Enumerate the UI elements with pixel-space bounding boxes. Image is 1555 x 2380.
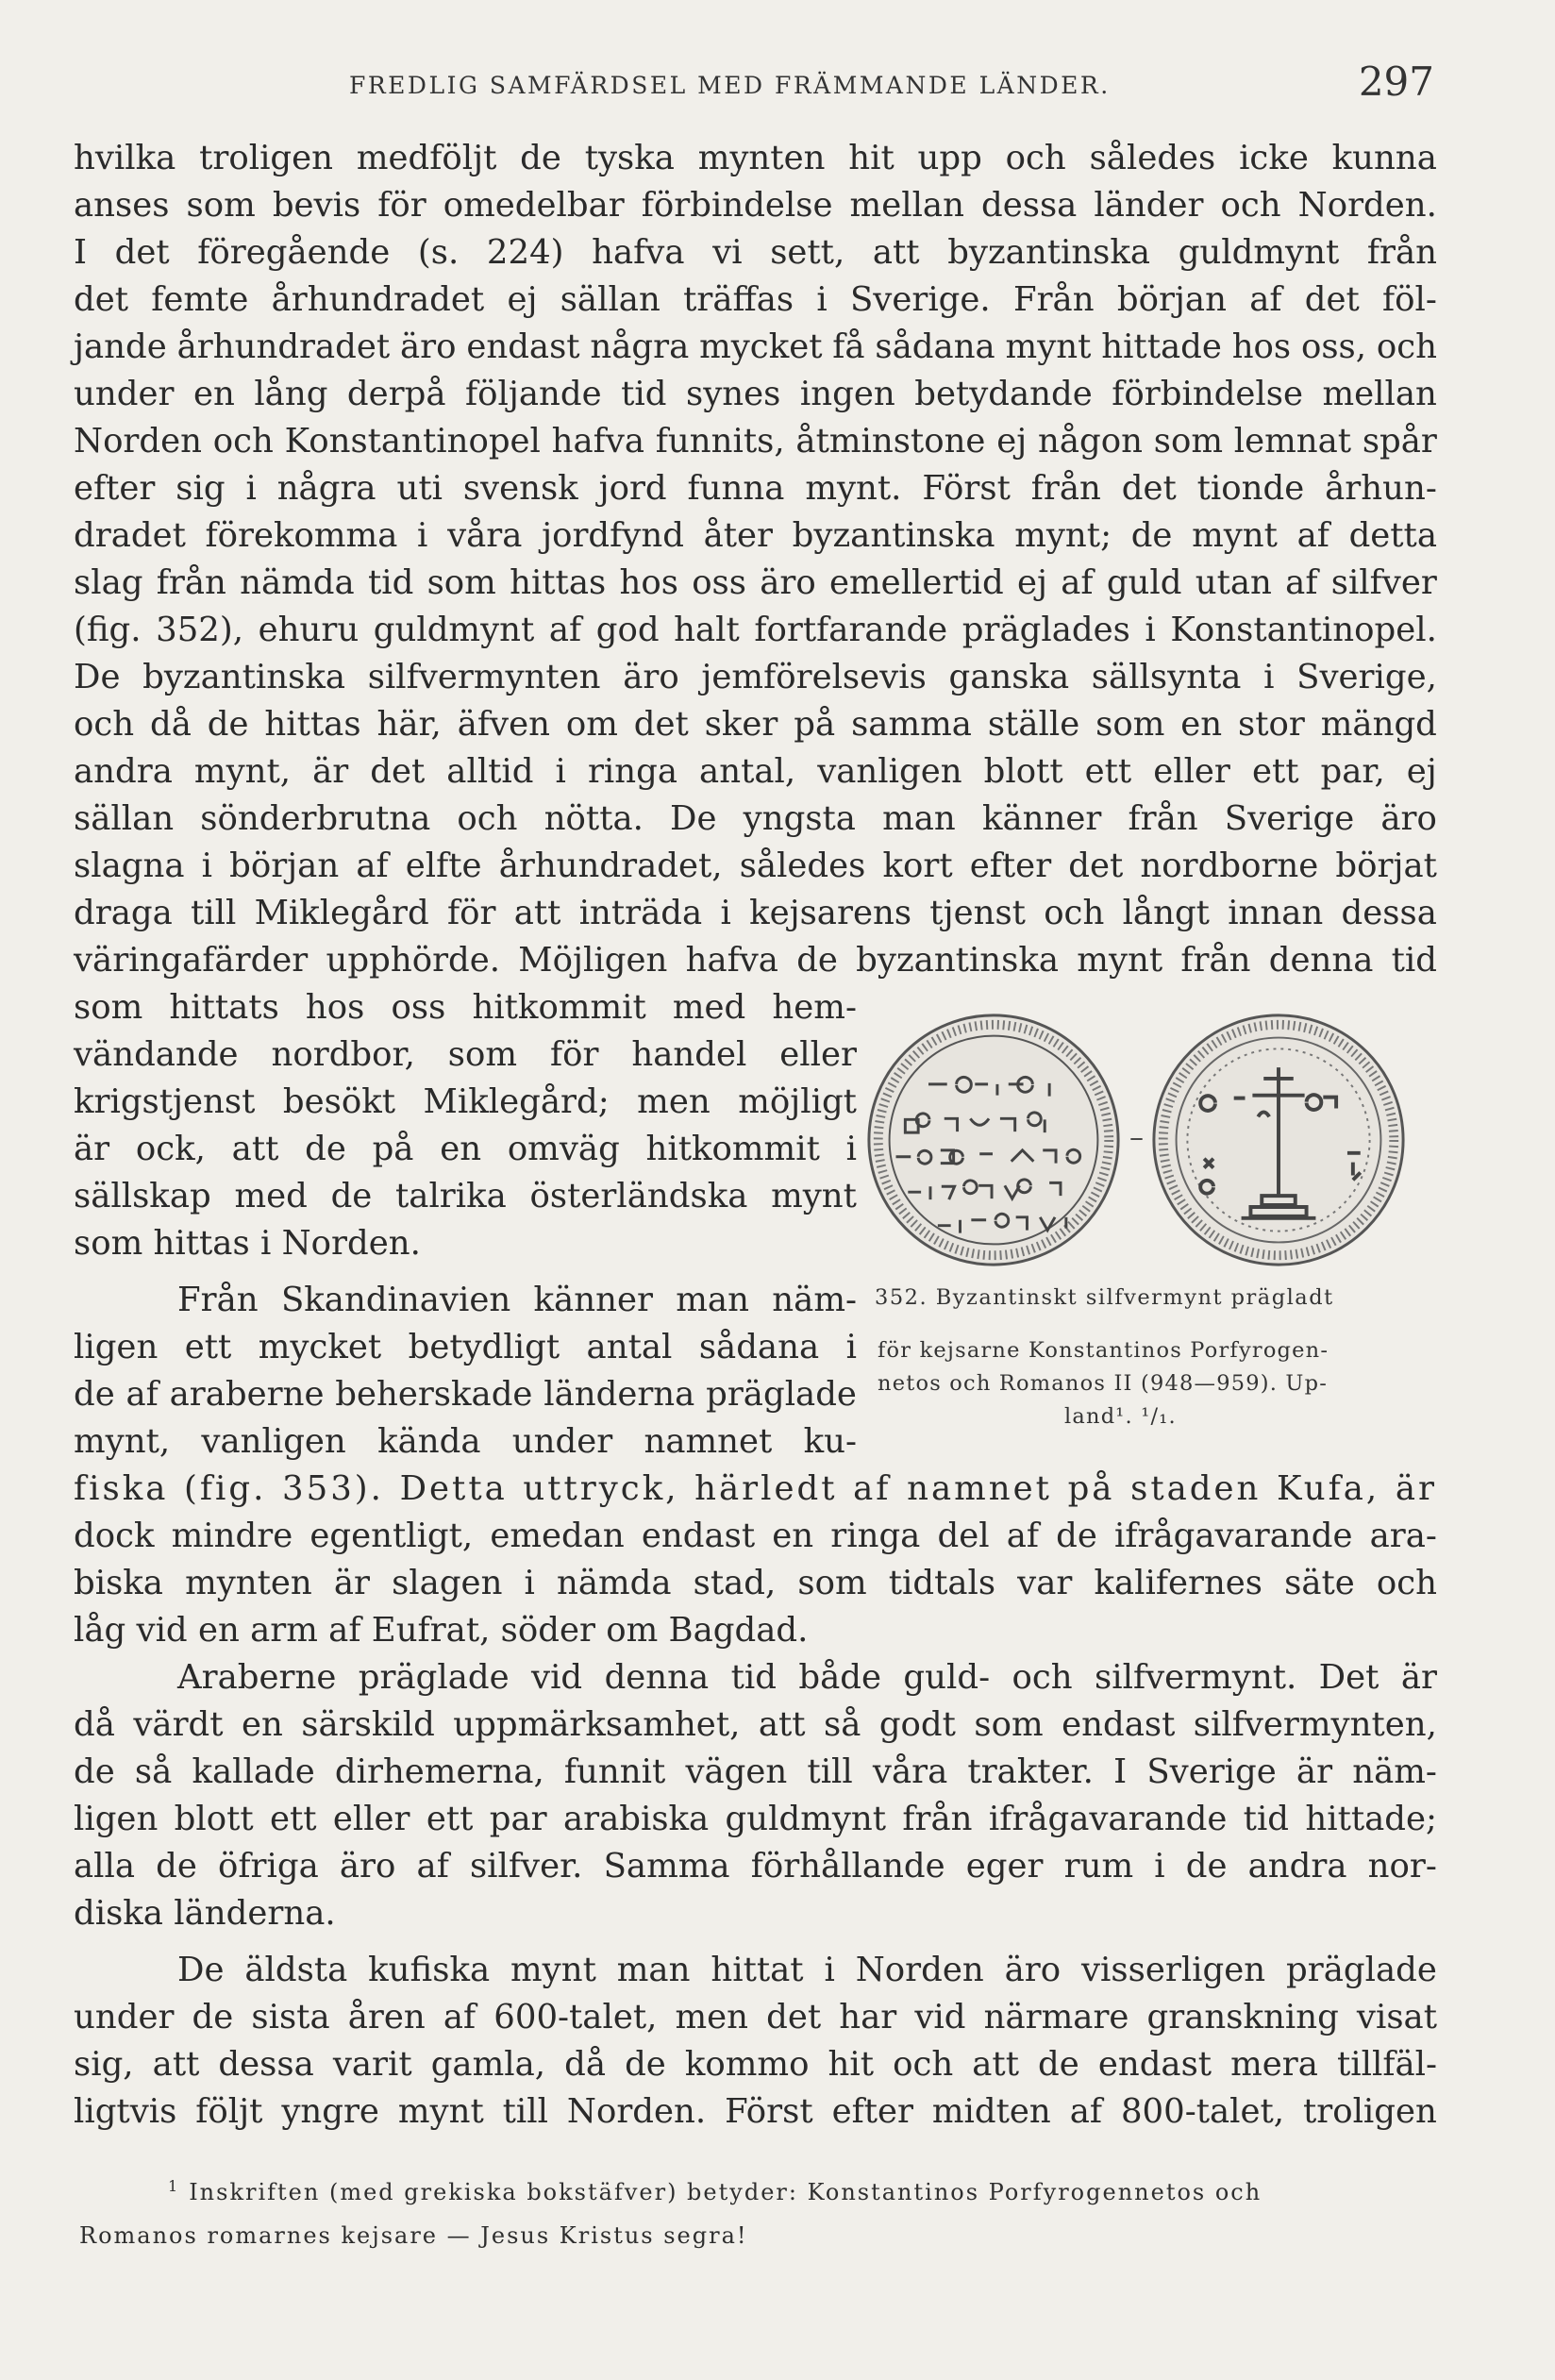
text-line: draga till Miklegård för att inträda i kejsarens tjenst och långt innan dessa <box>74 894 1437 932</box>
text-line: är ock, att de på en omväg hitkommit i <box>74 1130 857 1168</box>
text-line: sig, att dessa varit gamla, då de kommo hit och att de endast mera tillfäl- <box>74 2045 1437 2084</box>
text-line: diska länderna. <box>74 1894 336 1933</box>
text-line: alla de öfriga äro af silfver. Samma förhållande eger rum i de andra nor- <box>74 1847 1437 1886</box>
text-line: Från Skandinavien känner man näm- <box>177 1281 857 1319</box>
text-line: dock mindre egentligt, emedan endast en ringa del af de ifrågavarande ara- <box>74 1517 1437 1555</box>
text-line: som hittats hos oss hitkommit med hem- <box>74 988 857 1027</box>
text-line: andra mynt, är det alltid i ringa antal, vanligen blott ett eller ett par, ej <box>74 752 1437 791</box>
text-line: som hittas i Norden. <box>74 1224 421 1263</box>
text-line: vändande nordbor, som för handel eller <box>74 1035 857 1074</box>
text-line: biska mynten är slagen i nämda stad, som tidtals var kalifernes säte och <box>74 1564 1437 1602</box>
coin-obverse-image <box>863 1010 1124 1270</box>
text-line: då värdt en särskild uppmärksamhet, att så godt som endast silfvermynten, <box>74 1705 1437 1744</box>
text-line: slag från nämda tid som hittas hos oss äro emellertid ej af guld utan af silfver <box>74 563 1437 602</box>
text-line: under de sista åren af 600-talet, men det har vid närmare granskning visat <box>74 1998 1437 2036</box>
text-line: jande århundradet äro endast några mycket få sådana mynt hittade hos oss, och <box>74 327 1437 366</box>
text-line: väringafärder upphörde. Möjligen hafva de byzantinska mynt från denna tid <box>74 941 1437 980</box>
footnote-line: $^1$ Inskriften (med grekiska bokstäfver) betyder: Konstantinos Porfyrogennetos och <box>168 2177 1262 2205</box>
text-line: sällskap med de talrika österländska mynt <box>74 1177 857 1215</box>
figure-dash: – <box>1129 1121 1144 1154</box>
page-number: 297 <box>1358 59 1434 105</box>
text-line: efter sig i några uti svensk jord funna mynt. Först från det tionde århun- <box>74 469 1437 508</box>
text-line: ligtvis följt yngre mynt till Norden. Först efter midten af 800-talet, troligen <box>74 2092 1437 2131</box>
figure-caption: 352. Byzantinskt silfvermynt prägladt <box>875 1285 1334 1310</box>
text-line: och då de hittas här, äfven om det sker på samma ställe som en stor mängd <box>74 705 1437 744</box>
figure-352 <box>863 1010 1439 1312</box>
text-line: under en lång derpå följande tid synes ingen betydande förbindelse mellan <box>74 375 1437 413</box>
text-line: De äldsta kufiska mynt man hittat i Norden äro visserligen präglade <box>177 1951 1437 1989</box>
text-line: anses som bevis för omedelbar förbindelse mellan dessa länder och Norden. <box>74 186 1437 225</box>
text-line: fiska (fig. 353). Detta uttryck, härledt af namnet på staden Kufa, är <box>74 1469 1437 1508</box>
text-line: (fig. 352), ehuru guldmynt af god halt fortfarande präglades i Konstantinopel. <box>74 611 1437 649</box>
coin-reverse-image <box>1148 1010 1409 1270</box>
text-line: slagna i början af elfte århundradet, således kort efter det nordborne börjat <box>74 846 1437 885</box>
footnote-line: Romanos romarnes kejsare — Jesus Kristus segra! <box>79 2222 748 2249</box>
running-head: FREDLIG SAMFÄRDSEL MED FRÄMMANDE LÄNDER. <box>349 72 1111 99</box>
text-line: ligen ett mycket betydligt antal sådana i <box>74 1328 857 1366</box>
text-line: de så kallade dirhemerna, funnit vägen till våra trakter. I Sverige är näm- <box>74 1752 1437 1791</box>
figure-caption: land¹. ¹/₁. <box>1064 1404 1177 1429</box>
figure-caption: för kejsarne Konstantinos Porfyrogen- <box>878 1338 1329 1363</box>
page-header <box>142 59 1434 115</box>
text-line: låg vid en arm af Eufrat, söder om Bagdad. <box>74 1611 809 1650</box>
text-line: I det föregående (s. 224) hafva vi sett, att byzantinska guldmynt från <box>74 233 1437 272</box>
text-line: de af araberne beherskade länderna präglade <box>74 1375 857 1414</box>
text-line: dradet förekomma i våra jordfynd åter byzantinska mynt; de mynt af detta <box>74 516 1437 555</box>
text-line: De byzantinska silfvermynten äro jemförelsevis ganska sällsynta i Sverige, <box>74 658 1437 696</box>
text-line: Araberne präglade vid denna tid både guld- och silfvermynt. Det är <box>177 1658 1437 1697</box>
footnote-mark: 1 <box>168 2177 180 2195</box>
text-line: mynt, vanligen kända under namnet ku- <box>74 1422 857 1461</box>
text-line: Norden och Konstantinopel hafva funnits, åtminstone ej någon som lemnat spår <box>74 422 1437 461</box>
figure-caption: netos och Romanos II (948—959). Up- <box>878 1371 1329 1396</box>
text-line: ligen blott ett eller ett par arabiska guldmynt från ifrågavarande tid hittade; <box>74 1800 1437 1838</box>
text-line: krigstjenst besökt Miklegård; men möjligt <box>74 1082 857 1121</box>
text-line: sällan sönderbrutna och nötta. De yngsta man känner från Sverige äro <box>74 799 1437 838</box>
text-line: det femte århundradet ej sällan träffas i Sverige. Från början af det föl- <box>74 280 1437 319</box>
text-line: hvilka troligen medföljt de tyska mynten hit upp och således icke kunna <box>74 139 1437 177</box>
